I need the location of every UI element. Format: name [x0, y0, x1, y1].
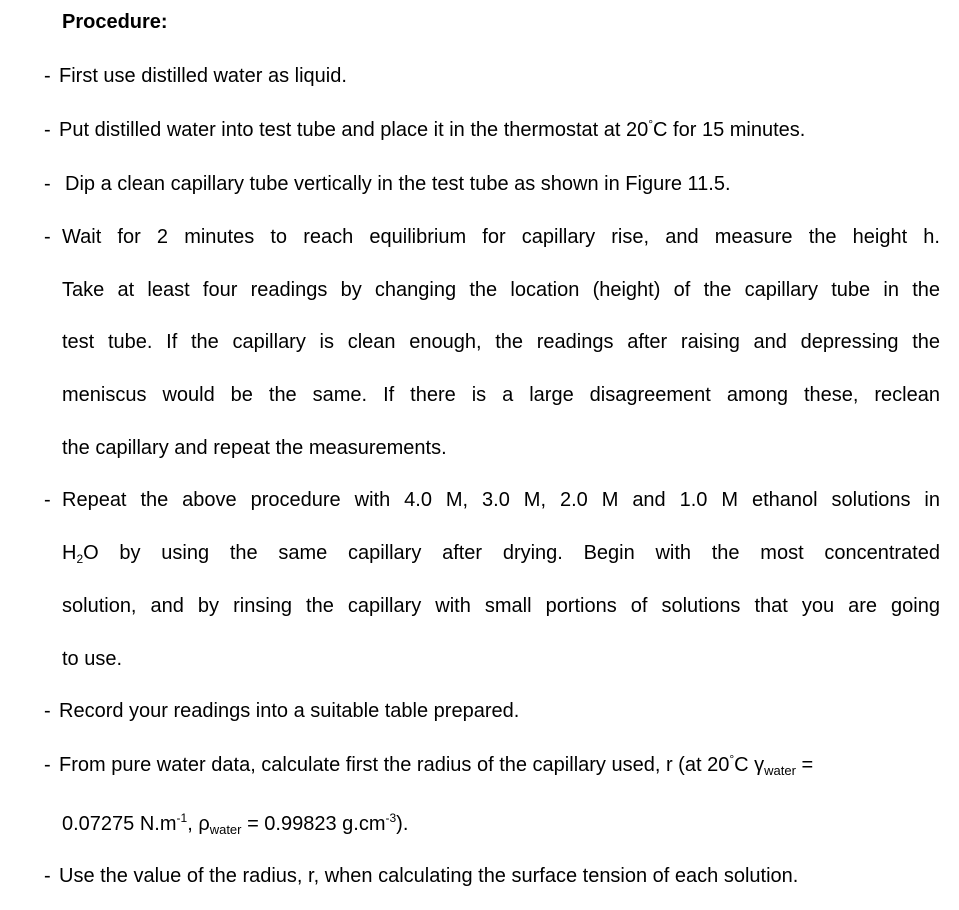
- step-7-line-1: [59, 751, 813, 779]
- h2o-h: H: [62, 542, 77, 564]
- step-5-line-3: solution, and by rinsing the capillary with small portions of solutions that you are going: [62, 595, 940, 617]
- step-7-line-2: [62, 810, 408, 838]
- step-2-text: [59, 116, 805, 144]
- step-4-line-3: test tube. If the capillary is clean enough, the readings after raising and depressing the: [62, 331, 940, 353]
- step-4-line-1: Wait for 2 minutes to reach equilibrium for capillary rise, and measure the height h.: [62, 226, 940, 248]
- step-2-part-b: C for 15 minutes.: [653, 119, 806, 141]
- step-5-line-4: to use.: [62, 648, 123, 670]
- gamma-symbol: γ: [754, 754, 765, 776]
- step-7-line-1-text: From pure water data, calculate first the radius of the capillary used, r (at 20: [59, 754, 730, 776]
- celsius-c: C: [734, 754, 749, 776]
- step-4-line-2: Take at least four readings by changing the location (height) of the capillary tube in the: [62, 279, 940, 301]
- step-5-line-2: [62, 539, 940, 567]
- exponent-minus-1: -1: [176, 811, 188, 825]
- exponent-minus-3: -3: [385, 811, 397, 825]
- step-5-line-1: Repeat the above procedure with 4.0 M, 3.0 M, 2.0 M and 1.0 M ethanol solutions in: [62, 489, 940, 511]
- step-2-part-a: Put distilled water into test tube and place it in the thermostat at 20: [59, 119, 649, 141]
- bullet-dash: -: [44, 119, 51, 141]
- bullet-dash: -: [44, 226, 51, 248]
- gamma-value: 0.07275 N.m: [62, 813, 177, 835]
- procedure-heading: Procedure:: [62, 11, 168, 33]
- bullet-dash: -: [44, 700, 51, 722]
- h2o-subscript: 2: [76, 552, 84, 566]
- bullet-dash: -: [44, 65, 51, 87]
- bullet-dash: -: [44, 173, 51, 195]
- step-6-text: Record your readings into a suitable table prepared.: [59, 700, 520, 722]
- degree-symbol: °: [729, 752, 735, 766]
- step-3-text: Dip a clean capillary tube vertically in the test tube as shown in Figure 11.5.: [65, 173, 731, 195]
- step-8-text: Use the value of the radius, r, when calculating the surface tension of each solution.: [59, 865, 799, 887]
- rho-subscript: water: [209, 822, 242, 837]
- bullet-dash: -: [44, 754, 51, 776]
- step-4-line-5: the capillary and repeat the measurements.: [62, 437, 447, 459]
- rho-value: = 0.99823 g.cm: [247, 813, 386, 835]
- step-4-line-4: meniscus would be the same. If there is a large disagreement among these, reclean: [62, 384, 940, 406]
- step-1-text: First use distilled water as liquid.: [59, 65, 347, 87]
- gamma-subscript: water: [764, 763, 796, 778]
- bullet-dash: -: [44, 489, 51, 511]
- degree-symbol: °: [648, 117, 654, 131]
- step-5-line-2-rest: O by using the same capillary after drying. Begin with the most concentrated: [83, 542, 940, 564]
- rho-symbol: ρ: [198, 813, 210, 835]
- comma: ,: [187, 813, 193, 835]
- bullet-dash: -: [44, 865, 51, 887]
- equals-sign: =: [801, 754, 814, 776]
- closing-paren: ).: [396, 813, 409, 835]
